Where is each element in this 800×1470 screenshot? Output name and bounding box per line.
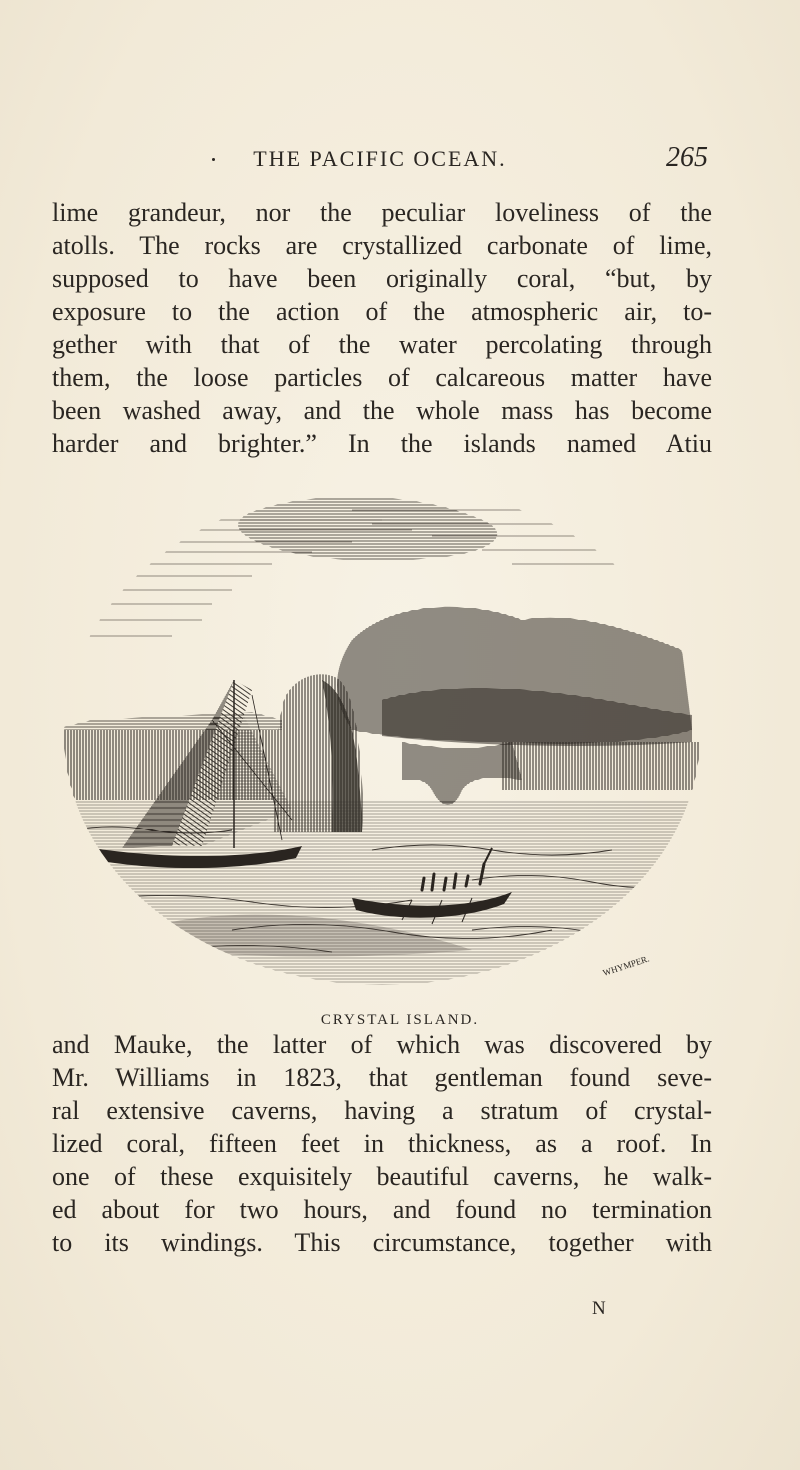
crystal-island-engraving — [52, 480, 712, 990]
running-head — [52, 142, 708, 178]
running-title: THE PACIFIC OCEAN. — [253, 146, 507, 171]
text-line: gether with that of the water percolating through — [52, 330, 712, 359]
text-line: atolls. The rocks are crystallized carbonate of lime, — [52, 231, 712, 260]
printer-signature-mark: N — [592, 1298, 606, 1319]
page-number: 265 — [666, 142, 708, 173]
upper-cloud — [238, 497, 497, 561]
text-line: lized coral, fifteen feet in thickness, as a roof. In — [52, 1129, 712, 1158]
text-line: ed about for two hours, and found no termination — [52, 1195, 712, 1224]
paragraph-bottom — [52, 1028, 712, 1259]
text-line: and Mauke, the latter of which was discovered by — [52, 1030, 712, 1059]
figure-caption: CRYSTAL ISLAND. — [320, 1012, 480, 1028]
engraver-signature: WHYMPER. — [601, 953, 651, 978]
text-line: lime grandeur, nor the peculiar loveliness of the — [52, 198, 712, 227]
text-line: ral extensive caverns, having a stratum of crystal- — [52, 1096, 712, 1125]
text-line: Mr. Williams in 1823, that gentleman found seve- — [52, 1063, 712, 1092]
text-line: harder and brighter.” In the islands named Atiu — [52, 429, 712, 458]
arch-rock — [402, 742, 522, 805]
text-line: been washed away, and the whole mass has become — [52, 396, 712, 425]
paragraph-top — [52, 196, 712, 460]
text-line: to its windings. This circumstance, together with — [52, 1228, 712, 1257]
text-line: supposed to have been originally coral, “but, by — [52, 264, 712, 293]
distant-cliffs-right — [502, 742, 712, 790]
text-line: exposure to the action of the atmospheric air, to- — [52, 297, 712, 326]
text-line: them, the loose particles of calcareous matter have — [52, 363, 712, 392]
text-line: one of these exquisitely beautiful caverns, he walk- — [52, 1162, 712, 1191]
